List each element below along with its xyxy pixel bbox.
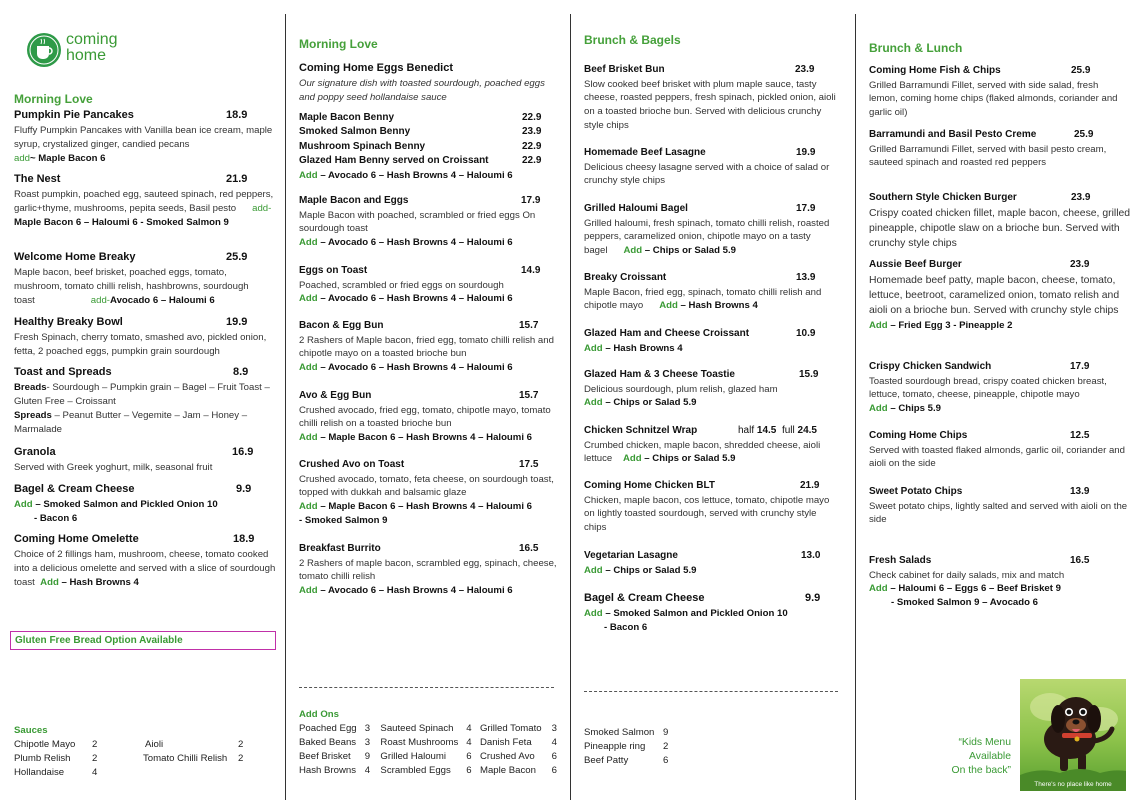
option-name: Mushroom Spinach Benny (299, 140, 426, 152)
item-add-text: Maple Bacon 6 – Haloumi 6 - Smoked Salmon 9 (14, 216, 229, 228)
item-add-text: – Smoked Salmon and Pickled Onion 10 (602, 607, 788, 619)
item-add-label: Add (584, 397, 603, 409)
item-add-text: – Avocado 6 – Hash Browns 4 – Haloumi 6 (317, 293, 513, 305)
option-price: 22.9 (522, 140, 542, 152)
item-add-text: – Fried Egg 3 - Pineapple 2 (887, 319, 1013, 331)
item-add-label: Add (584, 564, 603, 576)
addon-name: Roast Mushrooms (380, 736, 459, 748)
menu-item (584, 271, 840, 313)
item-name: Granola (14, 446, 56, 458)
sauce-name: Tomato Chilli Relish (143, 753, 228, 764)
item-name: Bagel & Cream Cheese (584, 592, 705, 604)
item-add-text-2: - Bacon 6 (604, 621, 648, 633)
sauce-name: Plumb Relish (14, 753, 71, 764)
item-add-label: Add (299, 501, 318, 513)
item-desc: Slow cooked beef brisket with plum maple sauce, tasty cheese, roasted peppers, fresh spinach, pickled onion, aioli on a toasted brioche bun. Served with delicious crunchy style chips (584, 78, 836, 132)
item-add-text-2: - Bacon 6 (34, 512, 78, 524)
column-1 (14, 0, 279, 803)
menu-item (14, 445, 274, 475)
sauces-title: Sauces (14, 725, 48, 736)
column-divider-3 (855, 14, 856, 800)
item-desc: 2 Rashers of maple bacon, scrambled egg, spinach, cheese, tomato chilli relish (299, 557, 557, 583)
addon-price: 3 (551, 722, 557, 734)
menu-item (584, 63, 838, 133)
addon-price: 6 (466, 750, 472, 762)
item-name: Glazed Ham and Cheese Croissant (584, 328, 750, 339)
item-add-label: Add (299, 362, 318, 374)
item-name: Sweet Potato Chips (869, 486, 963, 497)
benedict-option (299, 154, 561, 169)
gluten-free-note: Gluten Free Bread Option Available (10, 631, 276, 650)
item-name: Healthy Breaky Bowl (14, 316, 123, 328)
item-add-label: Add (299, 169, 318, 181)
sauce-name: Aioli (145, 739, 164, 750)
item-name: The Nest (14, 173, 61, 185)
sauce-price: 2 (238, 739, 244, 750)
item-add-text: – Chips or Salad 5.9 (642, 245, 736, 257)
sauce-name: Chipotle Mayo (14, 739, 76, 750)
item-price: 25.9 (1071, 65, 1091, 76)
menu-item (299, 389, 557, 445)
item-add-label: Add (14, 498, 33, 510)
item-price: 13.0 (801, 550, 821, 561)
menu-item (584, 202, 840, 258)
column-4 (869, 0, 1131, 803)
item-name: Bacon & Egg Bun (299, 320, 384, 331)
item-price: 13.9 (1070, 486, 1090, 497)
addon-price: 6 (466, 764, 472, 776)
brand-name-line2: home (66, 47, 107, 64)
addon-name: Hash Browns (299, 764, 357, 776)
item-name: Coming Home Chips (869, 430, 968, 441)
kids-tagline: There's no place like home (1034, 781, 1112, 788)
item-price: 16.9 (232, 446, 254, 458)
sauce-price: 2 (92, 753, 98, 764)
item-add-label: Add (869, 403, 888, 415)
addon-name: Sauteed Spinach (380, 722, 454, 734)
item-desc: Delicious cheesy lasagne served with a choice of salad or crunchy style chips (584, 161, 830, 187)
item-price: 15.7 (519, 390, 539, 401)
item-add-label: Add (869, 583, 888, 595)
kids-note-line3: On the back” (951, 765, 1011, 776)
item-name: Crushed Avo on Toast (299, 459, 405, 470)
menu-item (14, 365, 276, 437)
item-price: 14.9 (521, 265, 541, 276)
sauce-item (143, 752, 227, 766)
item-add-label: Add (623, 245, 643, 257)
addon-name: Scrambled Eggs (380, 764, 451, 776)
menu-item (869, 191, 1131, 251)
item-add-text: – Maple Bacon 6 – Hash Browns 4 – Haloumi 6 (317, 501, 532, 513)
item-desc: Check cabinet for daily salads, mix and match (869, 569, 1065, 581)
menu-item (299, 194, 557, 250)
addon-name: Grilled Tomato (479, 722, 542, 734)
item-add-text-2: - Smoked Salmon 9 (299, 515, 388, 527)
item-name: Coming Home Eggs Benedict (299, 62, 454, 74)
item-add-label: add (14, 152, 31, 164)
brand-logo (26, 31, 126, 71)
item-add-label: Add (299, 293, 318, 305)
item-desc: Crushed avocado, fried egg, tomato, chipotle mayo, tomato chilli relish on a toasted brioche bun (299, 404, 551, 430)
addons-row (299, 736, 561, 750)
item-name: Maple Bacon and Eggs (299, 195, 409, 206)
sauce-item (14, 738, 75, 752)
menu-item (14, 482, 274, 526)
addon-name: Beef Brisket (299, 750, 351, 762)
addon-price: 3 (364, 722, 371, 734)
item-desc: Fresh Spinach, cherry tomato, smashed avo, pickled onion, fetta, 2 poached eggs, pumpkin grain sourdough (14, 331, 267, 357)
item-name: Vegetarian Lasagne (584, 550, 678, 561)
kids-menu-image (1020, 679, 1126, 791)
item-add-text: – Chips or Salad 5.9 (602, 564, 697, 576)
item-name: Eggs on Toast (299, 265, 368, 276)
extra-item (584, 726, 704, 740)
item-desc: Crispy coated chicken fillet, maple bacon, cheese, grilled pineapple, chipotle slaw on a brioche bun. Served with crunchy style chips (869, 207, 1131, 249)
menu-item (584, 424, 840, 466)
item-add-text: – Hash Browns 4 (602, 342, 683, 354)
benedict-block (299, 61, 561, 183)
item-add-label: Add (584, 342, 603, 354)
section-title: Brunch & Lunch (869, 41, 963, 55)
full-price: 24.5 (797, 425, 817, 436)
sauce-item (14, 766, 64, 780)
addon-name: Maple Bacon (479, 764, 536, 776)
item-desc: Our signature dish with toasted sourdough, poached eggs and poppy seed hollandaise sauce (299, 77, 545, 103)
item-desc: 2 Rashers of Maple bacon, fried egg, tomato chilli relish and chipotle mayo on a toasted brioche bun (299, 334, 554, 360)
item-add-text: – Maple Bacon 6 – Hash Browns 4 – Haloumi 6 (317, 432, 532, 444)
item-desc: Grilled haloumi, fresh spinach, tomato chilli relish, roasted peppers, caramelized onion, chipotle mayo on a tasty bagel (584, 217, 830, 257)
menu-item (299, 319, 557, 375)
item-desc: Grilled Barramundi Fillet, served with basil pesto cream, sauteed spinach and roasted red peppers (869, 143, 1107, 169)
spreads-list: – Peanut Butter – Vegemite – Jam – Honey – Marmalade (14, 409, 248, 435)
section-title: Morning Love (299, 37, 378, 51)
item-desc: Choice of 2 fillings ham, mushroom, cheese, tomato cooked into a delicious omelette and served with a slice of sourdough toast (14, 548, 276, 588)
addons-row (299, 722, 561, 736)
item-desc: Maple Bacon with poached, scrambled or fried eggs On sourdough toast (299, 209, 536, 235)
item-desc: Homemade beef patty, maple bacon, cheese, tomato, lettuce, beetroot, caramelized onion, tomato relish and aioli on a brioche bun. Served with crunchy style chips (869, 274, 1120, 316)
menu-item (299, 542, 557, 598)
item-add-text: – Avocado 6 – Hash Browns 4 – Haloumi 6 (317, 237, 513, 249)
breads-list: - Sourdough – Pumpkin grain – Bagel – Fruit Toast – Gluten Free – Croissant (14, 381, 270, 407)
addons (299, 708, 561, 778)
item-desc: Roast pumpkin, poached egg, sauteed spinach, red peppers, garlic+thyme, mushrooms, pepita seeds, Basil pesto (14, 188, 274, 214)
option-name: Smoked Salmon Benny (299, 126, 411, 138)
item-desc: Poached, scrambled or fried eggs on sourdough (299, 279, 504, 291)
menu-item (14, 108, 274, 166)
item-price: 17.9 (521, 195, 541, 206)
addons-row (299, 750, 561, 764)
item-price: 17.9 (796, 203, 816, 214)
addon-price: 6 (551, 750, 557, 762)
column-divider-2 (570, 14, 571, 800)
item-price: 10.9 (796, 328, 816, 339)
addon-price: 6 (551, 764, 557, 776)
menu-item (869, 485, 1131, 527)
item-price: 15.9 (799, 369, 819, 380)
item-name: Coming Home Chicken BLT (584, 480, 715, 491)
extras-list (584, 726, 704, 768)
full-label: full (781, 425, 795, 436)
item-price: 17.9 (1070, 361, 1090, 372)
menu-item (14, 250, 274, 308)
logo-cup-icon (26, 32, 62, 68)
item-name: Chicken Schnitzel Wrap (584, 425, 698, 436)
item-name: Beef Brisket Bun (584, 64, 665, 75)
item-desc: Grilled Barramundi Fillet, served with side salad, fresh lemon, coming home chips (flaked almonds, coriander and garlic oil) (869, 79, 1118, 119)
brand-name (66, 32, 118, 64)
item-price: 17.5 (519, 459, 539, 470)
item-desc: Delicious sourdough, plum relish, glazed ham (584, 383, 778, 395)
item-price: 25.9 (226, 251, 248, 263)
addon-price: 4 (466, 722, 472, 734)
item-desc: Chicken, maple bacon, cos lettuce, tomato, chipotle mayo on lightly toasted sourdough, served with crunchy style chips (584, 494, 830, 534)
item-name: Avo & Egg Bun (299, 390, 372, 401)
column-divider-1 (285, 14, 286, 800)
menu-item (14, 315, 274, 359)
menu-item (869, 554, 1131, 610)
item-price: 9.9 (805, 592, 821, 604)
item-name: Pumpkin Pie Pancakes (14, 109, 134, 121)
item-desc: Served with toasted flaked almonds, garlic oil, coriander and aioli on the side (869, 444, 1125, 470)
kids-note-line2: Available (969, 751, 1011, 762)
item-name: Fresh Salads (869, 555, 932, 566)
addons-row (299, 764, 561, 778)
item-add-label: add- (90, 294, 110, 306)
extra-item (584, 754, 704, 768)
extra-name: Beef Patty (584, 754, 629, 766)
item-add-label: Add (299, 432, 318, 444)
column-2 (299, 0, 561, 803)
menu-item (869, 360, 1131, 416)
sauce-item (145, 738, 163, 752)
item-price: 25.9 (1074, 129, 1094, 140)
item-add-text: – Chips or Salad 5.9 (641, 453, 736, 465)
option-price: 23.9 (522, 126, 542, 138)
menu-item (584, 591, 838, 635)
extra-item (584, 740, 704, 754)
item-price: 21.9 (800, 480, 820, 491)
addons-title: Add Ons (299, 709, 339, 720)
dashed-divider (299, 687, 554, 688)
item-add-label: Add (40, 576, 59, 588)
extra-name: Smoked Salmon (584, 727, 655, 738)
menu-item (584, 368, 838, 410)
menu-item (14, 172, 274, 230)
item-name: Grilled Haloumi Bagel (584, 203, 688, 214)
breads-label: Breads (14, 381, 47, 393)
column-3 (584, 0, 840, 803)
addon-price: 9 (364, 750, 371, 762)
menu-item (869, 429, 1131, 471)
item-price: 23.9 (1071, 192, 1091, 203)
addon-name: Baked Beans (299, 736, 357, 748)
sauce-price: 2 (92, 739, 98, 750)
item-name: Breakfast Burrito (299, 543, 381, 554)
option-price: 22.9 (522, 111, 542, 123)
item-add-label: Add (299, 585, 318, 597)
item-price: 9.9 (236, 483, 252, 495)
item-desc: Sweet potato chips, lightly salted and served with aioli on the side (869, 500, 1128, 526)
spreads-label: Spreads (14, 409, 52, 421)
item-price: 18.9 (233, 533, 255, 545)
item-desc: Maple bacon, beef brisket, poached eggs, tomato, mushroom, tomato chilli relish, hashbrowns, sourdough toast (14, 266, 249, 306)
half-price: 14.5 (756, 425, 777, 436)
addon-price: 4 (364, 764, 371, 776)
item-add-text: – Chips 5.9 (887, 403, 941, 415)
sauces (14, 724, 279, 778)
item-price: 23.9 (1070, 259, 1090, 270)
item-name: Barramundi and Basil Pesto Creme (869, 129, 1037, 140)
item-name: Breaky Croissant (584, 272, 667, 283)
menu-item (869, 64, 1127, 120)
item-desc: Crumbed chicken, maple bacon, shredded cheese, aioli lettuce (584, 439, 821, 465)
item-add-text: – Avocado 6 – Hash Browns 4 – Haloumi 6 (317, 585, 513, 597)
item-add-text-2: - Smoked Salmon 9 – Avocado 6 (891, 597, 1038, 609)
addon-name: Poached Egg (299, 722, 357, 734)
item-desc: Served with Greek yoghurt, milk, seasonal fruit (14, 461, 213, 473)
item-price: 12.5 (1070, 430, 1090, 441)
addon-name: Danish Feta (479, 736, 532, 748)
menu-item (584, 327, 838, 355)
item-name: Bagel & Cream Cheese (14, 483, 135, 495)
addon-name: Grilled Haloumi (380, 750, 446, 762)
item-add-text: Avocado 6 – Haloumi 6 (110, 294, 215, 306)
item-add-label: Add (659, 300, 678, 312)
item-add-text: – Haloumi 6 – Eggs 6 – Beef Brisket 9 (887, 583, 1061, 595)
extra-price: 9 (663, 727, 669, 738)
item-name: Southern Style Chicken Burger (869, 192, 1017, 203)
item-price: 18.9 (226, 109, 248, 121)
item-name: Coming Home Omelette (14, 533, 139, 545)
option-name: Glazed Ham Benny served on Croissant (299, 155, 489, 167)
item-add-label: Add (869, 319, 888, 331)
menu-item (584, 146, 838, 188)
half-label: half (738, 425, 755, 436)
addon-price: 3 (364, 736, 371, 748)
item-desc: Toasted sourdough bread, crispy coated chicken breast, lettuce, tomato, cheese, pineapple, chipotle mayo (869, 375, 1107, 401)
sauce-price: 4 (92, 767, 98, 778)
item-name: Toast and Spreads (14, 366, 112, 378)
item-desc: Crushed avocado, tomato, feta cheese, on sourdough toast, topped with dukkah and balsamic glaze (299, 473, 554, 499)
option-price: 22.9 (522, 155, 542, 167)
menu-item (869, 258, 1133, 333)
item-price: 13.9 (796, 272, 816, 283)
menu-item (869, 128, 1127, 170)
kids-note-line1: “Kids Menu (958, 737, 1011, 748)
item-add-text: – Smoked Salmon and Pickled Onion 10 (32, 498, 218, 510)
dog-icon (1020, 679, 1126, 791)
extra-price: 6 (663, 754, 669, 766)
extra-name: Pineapple ring (584, 740, 646, 752)
kids-menu-note (939, 736, 1011, 778)
section-title: Morning Love (14, 92, 93, 106)
item-add-text: – Hash Browns 4 (58, 576, 139, 588)
addon-name: Crushed Avo (479, 750, 535, 762)
item-price: 8.9 (233, 366, 249, 378)
benedict-option (299, 140, 561, 155)
menu-item (299, 264, 557, 306)
item-name: Welcome Home Breaky (14, 251, 136, 263)
addon-price: 4 (551, 736, 557, 748)
brand-name-line1: coming (66, 31, 118, 48)
item-desc: Fluffy Pumpkin Pancakes with Vanilla bean ice cream, maple syrup, crystalized ginger, candied pecans (14, 124, 273, 150)
item-add-label: add- (252, 202, 272, 214)
item-add-text: – Hash Browns 4 (677, 300, 758, 312)
benedict-option (299, 125, 561, 140)
item-price: 16.5 (519, 543, 539, 554)
item-add-label: Add (584, 607, 603, 619)
item-name: Crispy Chicken Sandwich (869, 361, 992, 372)
item-name: Glazed Ham & 3 Cheese Toastie (584, 369, 735, 380)
item-name: Homemade Beef Lasagne (584, 147, 706, 158)
extra-price: 2 (663, 740, 669, 752)
addon-price: 4 (466, 736, 472, 748)
section-title: Brunch & Bagels (584, 33, 681, 47)
option-name: Maple Bacon Benny (299, 111, 395, 123)
addons-table (299, 722, 561, 778)
item-price: 15.7 (519, 320, 539, 331)
sauce-price: 2 (238, 753, 244, 764)
item-name: Aussie Beef Burger (869, 259, 962, 270)
sauce-item (14, 752, 71, 766)
menu-item (14, 532, 276, 590)
dashed-divider (584, 691, 838, 692)
menu-item (584, 549, 838, 577)
item-desc: Maple Bacon, fried egg, spinach, tomato chilli relish and chipotle mayo (584, 286, 822, 312)
menu-item (584, 479, 840, 535)
item-name: Coming Home Fish & Chips (869, 65, 1001, 76)
item-price: 16.5 (1070, 555, 1090, 566)
item-price: 19.9 (796, 147, 816, 158)
item-add-label: Add (299, 237, 318, 249)
item-add-text: ~ Maple Bacon 6 (30, 152, 106, 164)
item-price: 19.9 (226, 316, 248, 328)
sauce-name: Hollandaise (14, 767, 65, 778)
item-add-label: Add (622, 453, 642, 465)
item-price: 23.9 (795, 64, 815, 75)
item-add-text: – Chips or Salad 5.9 (602, 397, 697, 409)
item-price: 21.9 (226, 173, 248, 185)
menu-item (299, 458, 557, 528)
item-add-text: – Avocado 6 – Hash Browns 4 – Haloumi 6 (317, 169, 513, 181)
item-add-text: – Avocado 6 – Hash Browns 4 – Haloumi 6 (317, 362, 513, 374)
benedict-option (299, 111, 561, 126)
